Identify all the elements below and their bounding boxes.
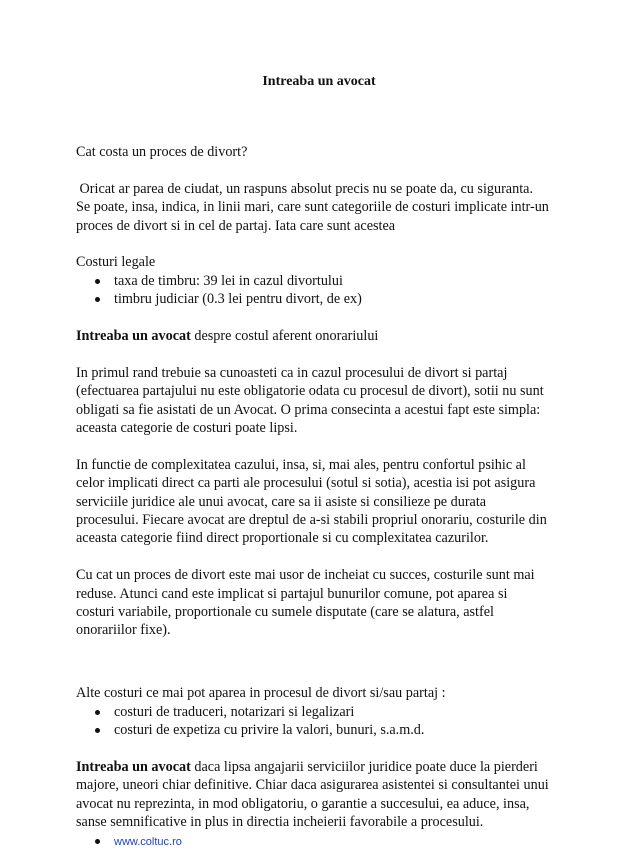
list-item — [76, 290, 572, 308]
paragraph-line: In primul rand trebuie sa cunoasteti ca in cazul procesului de divort si partaj — [76, 364, 508, 381]
paragraph-line: costuri variabile, proportionale cu sumele disputate (care se alatura, astfel — [76, 604, 494, 621]
paragraph-line: avocat nu reprezinta, in mod obligatoriu, o garantie a succesului, ea aduce, insa, — [76, 795, 530, 812]
paragraph-line — [76, 758, 572, 776]
paragraph-line: reduse. Atunci cand este implicat si partajul bunurilor comune, pot aparea si — [76, 585, 508, 602]
paragraph-line: aceasta categorie fiind direct proportionale si cu complexitatea cazurilor. — [76, 530, 489, 547]
document-body — [76, 143, 572, 851]
legal-costs-list — [76, 272, 572, 309]
paragraph-1 — [76, 364, 572, 438]
question-heading: Cat costa un proces de divort? — [76, 144, 248, 160]
intro-line: proces de divort si in cel de partaj. Iata care sunt acestea — [76, 217, 396, 234]
bullet-icon — [95, 710, 100, 715]
intro-line: Oricat ar parea de ciudat, un raspuns absolut precis nu se poate da, cu siguranta. — [76, 180, 533, 197]
paragraph-3 — [76, 566, 572, 640]
list-item — [76, 272, 572, 290]
list-item-text: costuri de expetiza cu privire la valori, bunuri, s.a.m.d. — [114, 722, 425, 739]
paragraph-line: onorariilor fixe). — [76, 622, 171, 639]
fee-heading — [76, 327, 572, 345]
paragraph-line: procesului. Fiecare avocat are dreptul de a-si stabili propriul onorariu, costurile din — [76, 512, 547, 529]
bullet-icon — [95, 839, 100, 844]
intro-line: Se poate, insa, indica, in linii mari, care sunt categoriile de costuri implicate intr-un — [76, 199, 549, 216]
bullet-icon — [95, 279, 100, 284]
link-list — [76, 832, 572, 851]
paragraph-line: Cu cat un proces de divort este mai usor de incheiat cu succes, costurile sunt mai — [76, 567, 535, 584]
paragraph-line: obligati sa fie asistati de un Avocat. O prima consecinta a acestui fapt este simpla: — [76, 401, 541, 418]
paragraph-line: serviciile juridice ale unui avocat, care sa ii asiste si consilieze pe durata — [76, 493, 487, 510]
paragraph-line: (efectuarea partajului nu este obligatorie odata cu procesul de divort), sotii nu sunt — [76, 383, 544, 400]
list-item-text: timbru judiciar (0.3 lei pentru divort, de ex) — [114, 291, 362, 308]
paragraph-line: In functie de complexitatea cazului, insa, si, mai ales, pentru confortul psihic al — [76, 456, 526, 473]
other-costs-section — [76, 684, 572, 739]
bullet-icon — [95, 297, 100, 302]
website-link[interactable]: www.coltuc.ro — [114, 835, 182, 848]
intro-paragraph — [76, 180, 572, 235]
paragraph-2 — [76, 456, 572, 548]
list-item — [76, 703, 572, 721]
other-costs-list — [76, 703, 572, 740]
list-item — [76, 832, 572, 851]
legal-costs-heading: Costuri legale — [76, 254, 156, 271]
bullet-icon — [95, 728, 100, 733]
paragraph-line: sanse semnificative in plus in directia incheierii favorabile a procesului. — [76, 814, 484, 831]
closing-paragraph — [76, 758, 572, 832]
other-costs-heading: Alte costuri ce mai pot aparea in procesul de divort si/sau partaj : — [76, 685, 446, 702]
paragraph-line: majore, uneori chiar definitive. Chiar daca asigurarea asistentei si consultantei unui — [76, 777, 549, 794]
fee-heading-bold: Intreaba un avocat — [76, 328, 191, 345]
paragraph-line: aceasta categorie de costuri poate lipsi. — [76, 420, 298, 437]
list-item — [76, 721, 572, 739]
legal-costs-section — [76, 253, 572, 308]
fee-heading-rest: despre costul aferent onorariului — [190, 328, 379, 345]
list-item-text: taxa de timbru: 39 lei in cazul divortului — [114, 272, 343, 289]
closing-first-rest: daca lipsa angajarii serviciilor juridice poate duce la pierderi — [190, 758, 538, 775]
page-title: Intreaba un avocat — [262, 74, 376, 89]
list-item-text: costuri de traduceri, notarizari si legalizari — [114, 703, 355, 720]
closing-bold: Intreaba un avocat — [76, 758, 191, 775]
paragraph-line: celor implicati direct ca parti ale procesului (sotul si sotia), acestia isi pot asigura — [76, 475, 536, 492]
